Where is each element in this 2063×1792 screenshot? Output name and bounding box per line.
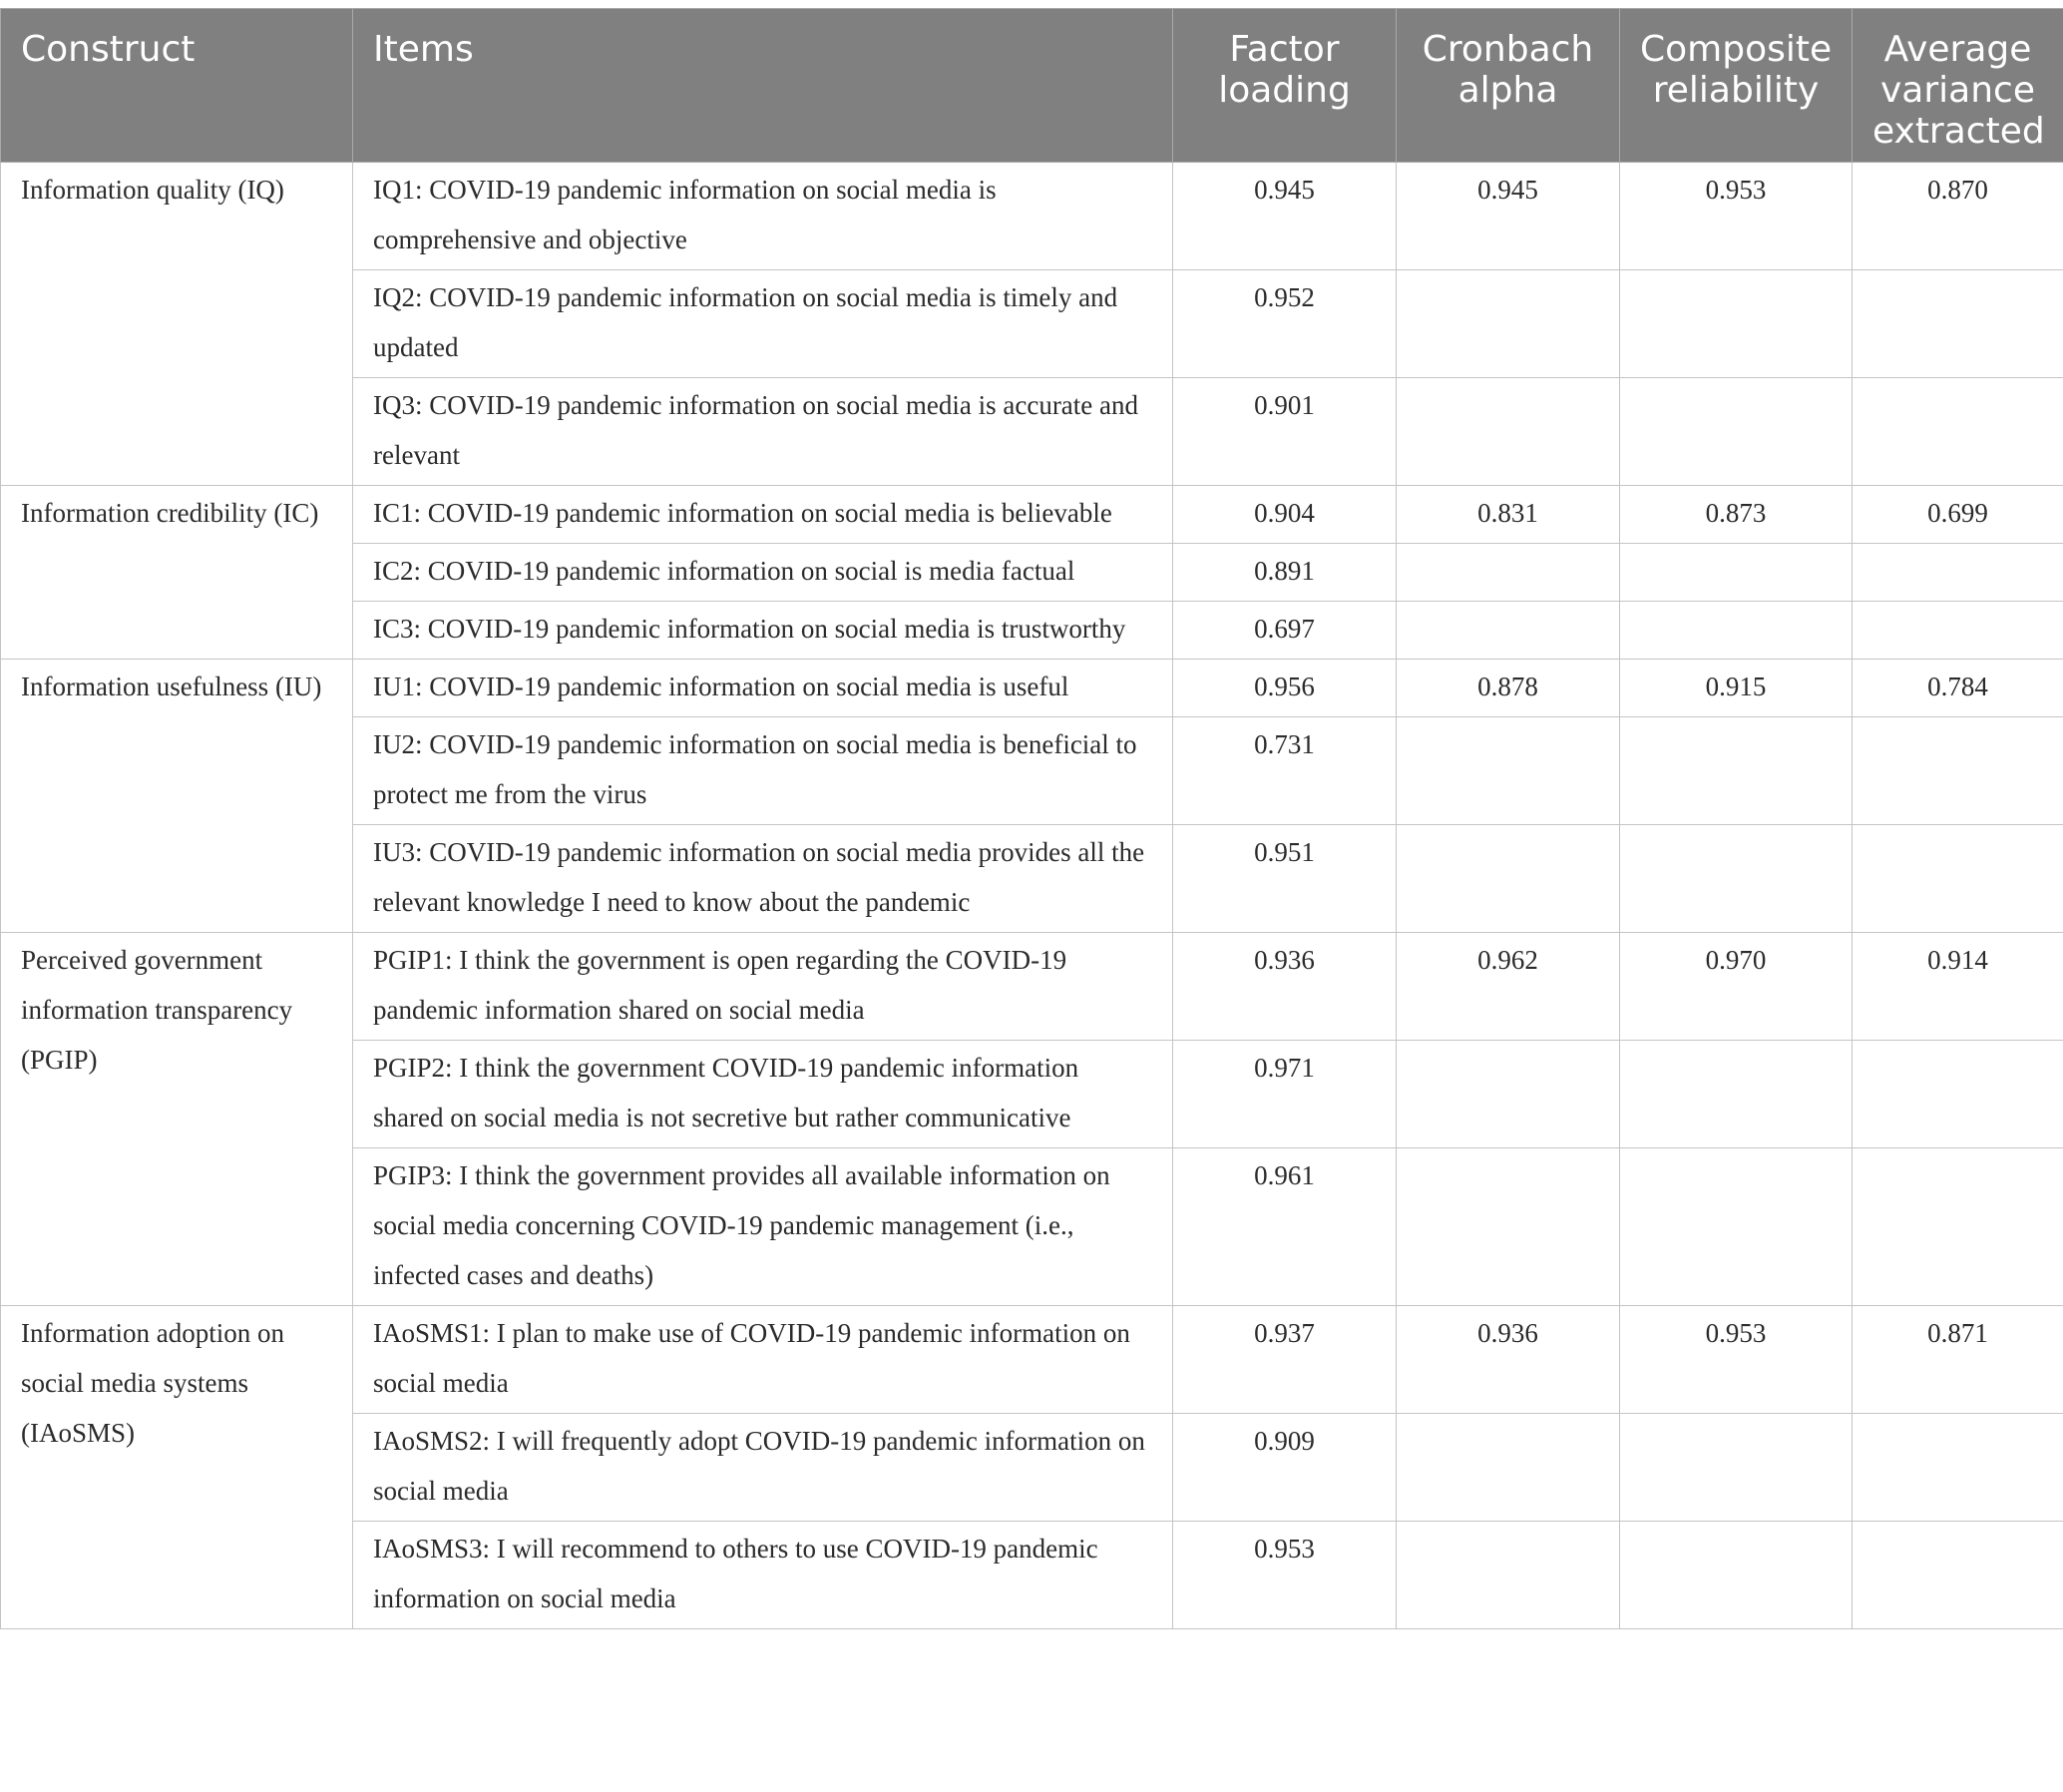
cronbach-alpha-value: 0.878 xyxy=(1397,660,1620,717)
construct-name: Information credibility (IC) xyxy=(1,486,353,660)
composite-reliability-value: 0.915 xyxy=(1620,660,1853,717)
header-cronbach-alpha: Cronbach alpha xyxy=(1397,9,1620,163)
table-row xyxy=(1,933,2063,1041)
cronbach-alpha-value xyxy=(1397,825,1620,933)
construct-name: Information adoption on social media systems (IAoSMS) xyxy=(1,1306,353,1629)
header-composite-reliability: Composite reliability xyxy=(1620,9,1853,163)
ave-value xyxy=(1853,544,2063,602)
table-row xyxy=(1,486,2063,544)
ave-value xyxy=(1853,1414,2063,1522)
composite-reliability-value xyxy=(1620,1041,1853,1148)
composite-reliability-value: 0.953 xyxy=(1620,1306,1853,1414)
ave-value xyxy=(1853,1041,2063,1148)
ave-value: 0.784 xyxy=(1853,660,2063,717)
ave-value xyxy=(1853,717,2063,825)
cronbach-alpha-value: 0.945 xyxy=(1397,163,1620,270)
item-text: PGIP2: I think the government COVID-19 pandemic information shared on social media is not secretive but rather communicative xyxy=(353,1041,1173,1148)
ave-value xyxy=(1853,270,2063,378)
factor-loading-value: 0.953 xyxy=(1173,1522,1397,1629)
factor-loading-value: 0.909 xyxy=(1173,1414,1397,1522)
factor-loading-value: 0.956 xyxy=(1173,660,1397,717)
cronbach-alpha-value xyxy=(1397,544,1620,602)
cronbach-alpha-value: 0.962 xyxy=(1397,933,1620,1041)
factor-loading-value: 0.901 xyxy=(1173,378,1397,486)
header-factor-loading: Factor loading xyxy=(1173,9,1397,163)
table-row xyxy=(1,163,2063,270)
ave-value xyxy=(1853,378,2063,486)
composite-reliability-value xyxy=(1620,544,1853,602)
item-text: PGIP1: I think the government is open regarding the COVID-19 pandemic information shared on social media xyxy=(353,933,1173,1041)
header-average-variance-extracted: Average variance extracted xyxy=(1853,9,2063,163)
ave-value xyxy=(1853,825,2063,933)
cronbach-alpha-value xyxy=(1397,1041,1620,1148)
construct-name: Information quality (IQ) xyxy=(1,163,353,486)
table-body xyxy=(1,163,2063,1629)
ave-value xyxy=(1853,1522,2063,1629)
measurement-model-table xyxy=(0,8,2063,1629)
item-text: IAoSMS1: I plan to make use of COVID-19 pandemic information on social media xyxy=(353,1306,1173,1414)
construct-name: Perceived government information transparency (PGIP) xyxy=(1,933,353,1306)
ave-value: 0.871 xyxy=(1853,1306,2063,1414)
composite-reliability-value xyxy=(1620,1522,1853,1629)
cronbach-alpha-value: 0.831 xyxy=(1397,486,1620,544)
item-text: IAoSMS3: I will recommend to others to use COVID-19 pandemic information on social media xyxy=(353,1522,1173,1629)
cronbach-alpha-value xyxy=(1397,378,1620,486)
factor-loading-value: 0.937 xyxy=(1173,1306,1397,1414)
ave-value: 0.914 xyxy=(1853,933,2063,1041)
composite-reliability-value: 0.953 xyxy=(1620,163,1853,270)
factor-loading-value: 0.971 xyxy=(1173,1041,1397,1148)
item-text: IQ3: COVID-19 pandemic information on social media is accurate and relevant xyxy=(353,378,1173,486)
cronbach-alpha-value xyxy=(1397,270,1620,378)
item-text: IU2: COVID-19 pandemic information on social media is beneficial to protect me from the virus xyxy=(353,717,1173,825)
factor-loading-value: 0.945 xyxy=(1173,163,1397,270)
composite-reliability-value xyxy=(1620,378,1853,486)
composite-reliability-value xyxy=(1620,270,1853,378)
factor-loading-value: 0.951 xyxy=(1173,825,1397,933)
factor-loading-value: 0.904 xyxy=(1173,486,1397,544)
composite-reliability-value xyxy=(1620,1148,1853,1306)
factor-loading-value: 0.936 xyxy=(1173,933,1397,1041)
item-text: IC2: COVID-19 pandemic information on social is media factual xyxy=(353,544,1173,602)
item-text: PGIP3: I think the government provides all available information on social media concerning COVID-19 pandemic management (i.e., infected cases and deaths) xyxy=(353,1148,1173,1306)
table-header xyxy=(1,9,2063,163)
factor-loading-value: 0.891 xyxy=(1173,544,1397,602)
composite-reliability-value: 0.970 xyxy=(1620,933,1853,1041)
construct-name: Information usefulness (IU) xyxy=(1,660,353,933)
table-row xyxy=(1,1306,2063,1414)
header-construct: Construct xyxy=(1,9,353,163)
cronbach-alpha-value xyxy=(1397,1148,1620,1306)
header-items: Items xyxy=(353,9,1173,163)
header-row xyxy=(1,9,2063,163)
composite-reliability-value: 0.873 xyxy=(1620,486,1853,544)
composite-reliability-value xyxy=(1620,717,1853,825)
composite-reliability-value xyxy=(1620,825,1853,933)
ave-value xyxy=(1853,602,2063,660)
factor-loading-value: 0.731 xyxy=(1173,717,1397,825)
ave-value: 0.870 xyxy=(1853,163,2063,270)
composite-reliability-value xyxy=(1620,602,1853,660)
composite-reliability-value xyxy=(1620,1414,1853,1522)
item-text: IC3: COVID-19 pandemic information on social media is trustworthy xyxy=(353,602,1173,660)
ave-value xyxy=(1853,1148,2063,1306)
table-row xyxy=(1,660,2063,717)
item-text: IQ1: COVID-19 pandemic information on social media is comprehensive and objective xyxy=(353,163,1173,270)
cronbach-alpha-value xyxy=(1397,602,1620,660)
item-text: IU3: COVID-19 pandemic information on social media provides all the relevant knowledge I need to know about the pandemic xyxy=(353,825,1173,933)
cronbach-alpha-value xyxy=(1397,1522,1620,1629)
cronbach-alpha-value: 0.936 xyxy=(1397,1306,1620,1414)
factor-loading-value: 0.961 xyxy=(1173,1148,1397,1306)
item-text: IC1: COVID-19 pandemic information on social media is believable xyxy=(353,486,1173,544)
factor-loading-value: 0.697 xyxy=(1173,602,1397,660)
factor-loading-value: 0.952 xyxy=(1173,270,1397,378)
item-text: IU1: COVID-19 pandemic information on social media is useful xyxy=(353,660,1173,717)
cronbach-alpha-value xyxy=(1397,1414,1620,1522)
cronbach-alpha-value xyxy=(1397,717,1620,825)
ave-value: 0.699 xyxy=(1853,486,2063,544)
item-text: IAoSMS2: I will frequently adopt COVID-19 pandemic information on social media xyxy=(353,1414,1173,1522)
item-text: IQ2: COVID-19 pandemic information on social media is timely and updated xyxy=(353,270,1173,378)
